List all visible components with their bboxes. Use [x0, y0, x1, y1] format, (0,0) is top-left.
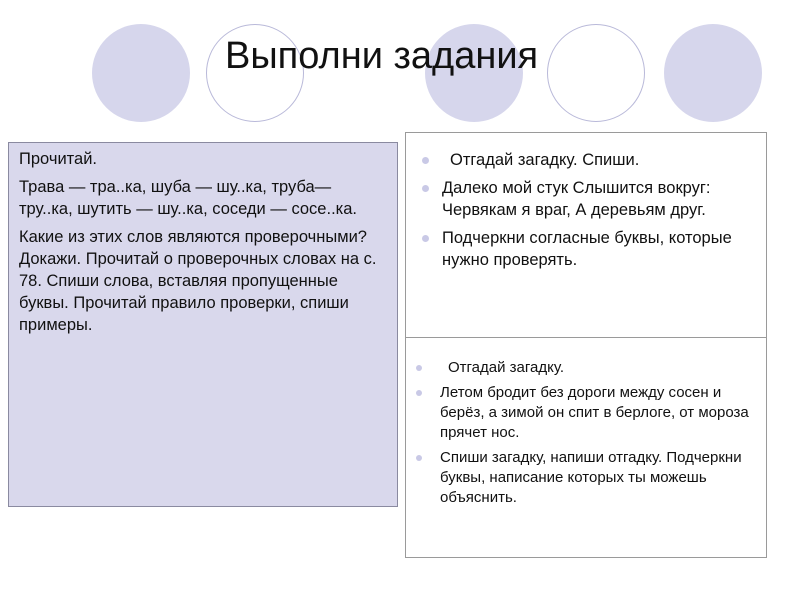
list-item: [416, 227, 756, 271]
task-panel-right-bottom: [405, 337, 767, 558]
task-paragraph: Какие из этих слов являются проверочными? Докажи. Прочитай о проверочных словах на с. 78. Спиши слова, вставляя пропущенные буквы. Прочитай правило проверки, спиши примеры.: [19, 228, 377, 334]
bullet-icon: [422, 157, 429, 164]
list-item-text: Отгадай загадку.: [448, 359, 565, 376]
task-list: [416, 149, 756, 271]
list-item-text: Подчеркни согласные буквы, которые нужно проверять.: [442, 229, 732, 269]
bullet-icon: [416, 455, 422, 461]
list-item: [412, 383, 756, 443]
task-panel-left: [8, 142, 398, 507]
bullet-icon: [422, 185, 429, 192]
bullet-icon: [416, 365, 422, 371]
bullet-icon: [416, 390, 422, 396]
list-item-text: Далеко мой стук Слышится вокруг: Червякам я враг, А деревьям друг.: [442, 179, 711, 219]
task-list: [412, 358, 756, 508]
list-item: [412, 448, 756, 508]
decorative-circle: [664, 24, 762, 122]
list-item-text: Спиши загадку, напиши отгадку. Подчеркни буквы, написание которых ты можешь объяснить.: [440, 449, 742, 506]
task-paragraph: Трава — тра..ка, шуба — шу..ка, труба— тру..ка, шутить — шу..ка, соседи — сосе..ка.: [19, 178, 357, 218]
decorative-circle-outline: [547, 24, 645, 122]
list-item-text: Отгадай загадку. Спиши.: [450, 151, 640, 169]
list-item-text: Летом бродит без дороги между сосен и берёз, а зимой он спит в берлоге, от мороза прячет нос.: [440, 384, 749, 441]
list-item: [416, 149, 756, 171]
task-paragraph: Прочитай.: [19, 150, 98, 168]
list-item: [412, 358, 756, 378]
task-panel-right-top: [405, 132, 767, 338]
page-title: Выполни задания: [225, 35, 539, 77]
decorative-circle: [92, 24, 190, 122]
bullet-icon: [422, 235, 429, 242]
list-item: [416, 177, 756, 221]
